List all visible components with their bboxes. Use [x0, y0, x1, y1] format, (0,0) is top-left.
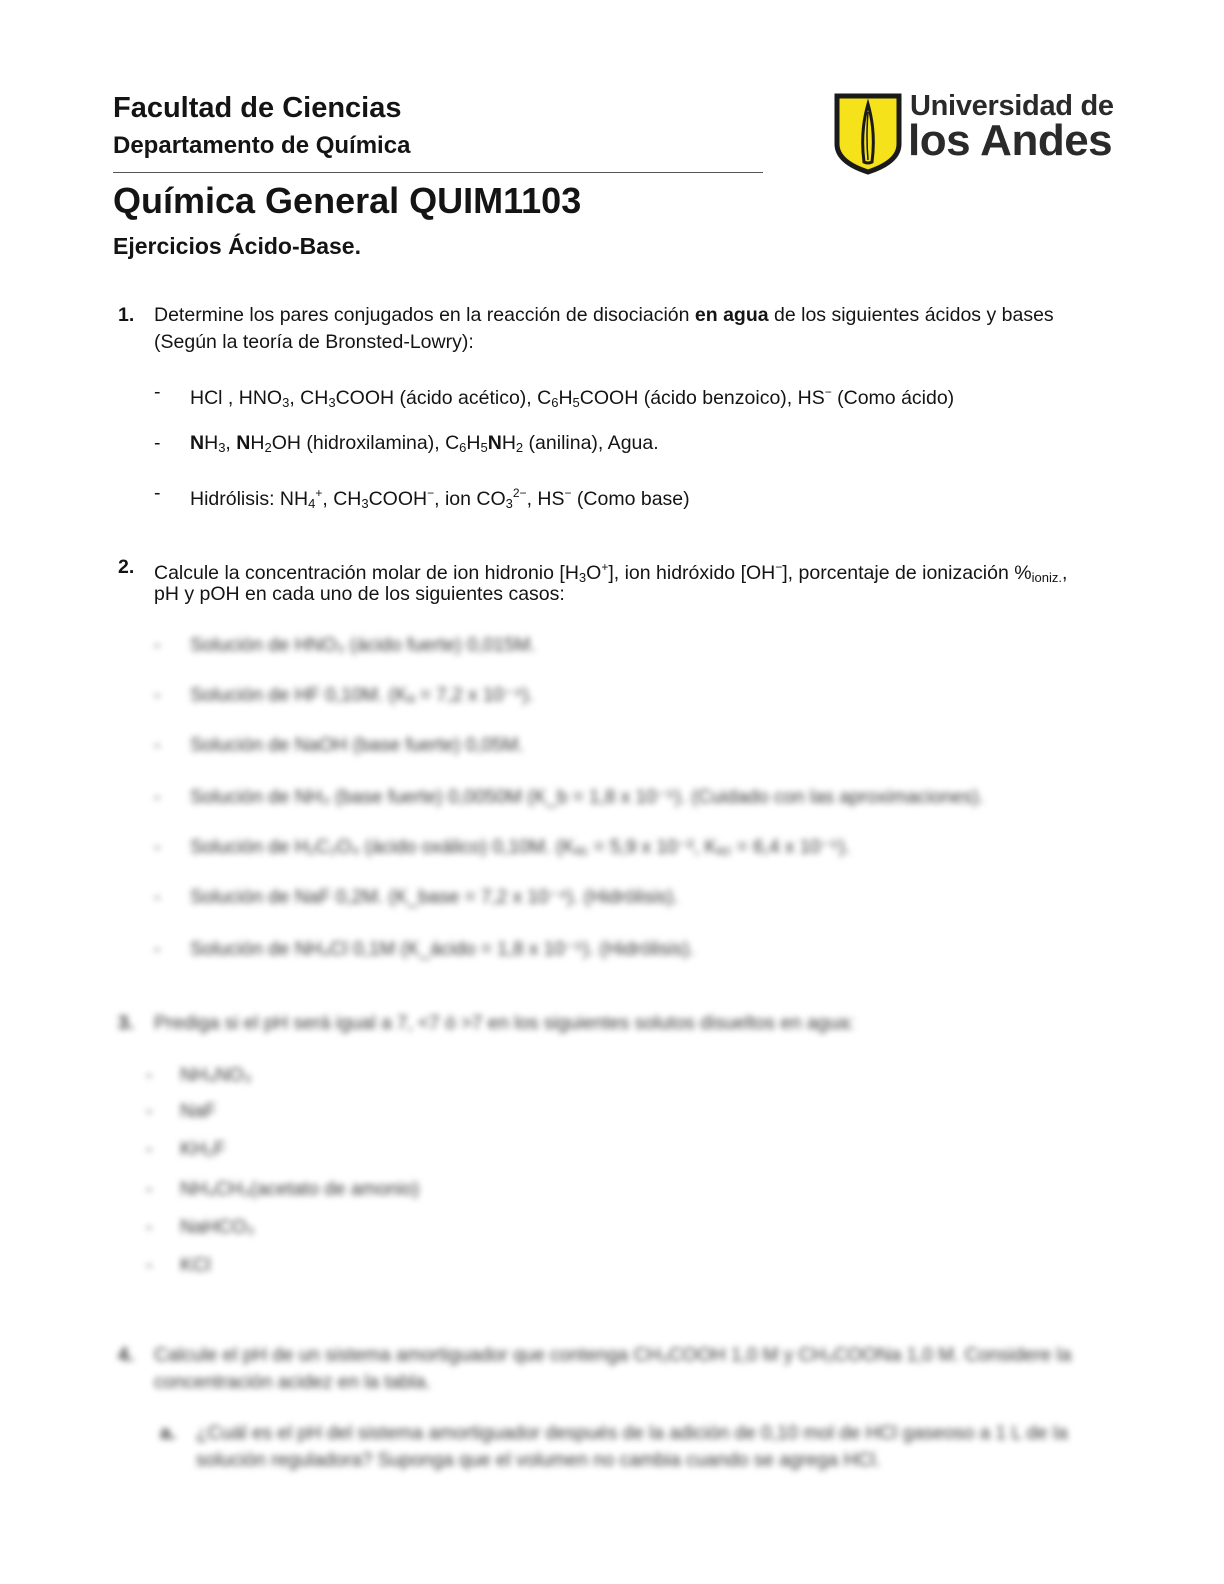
question-text-cutoff: pH y pOH en cada uno de los siguientes casos: — [154, 583, 565, 605]
question-text: Determine los pares conjugados en la reacción de disociación en agua de los siguientes ácidos y bases (Según la teoría de Bronsted-Lowry): — [154, 304, 1054, 353]
document-page: Facultad de Ciencias Departamento de Química Química General QUIM1103 Ejercicios Ácido-Base. Universidad de los Andes 1. Determine los pares conjugados en la reacción de disociación en agua de los siguientes ácidos y bases (Según la teoría de Bronsted-Lowry): - HCl , $HNO_3$, $CH_3COOH$ (ácido acético), $C_6H_5COOH$ (ácido benzoico), HS− (Como ácido) - $NH_3$, $NH_2OH$ (hidroxilamina), $C_6H_5NH_2$ (anilina), Agua. - Hidrólisis: $NH_4^+$, $CH_3COOH^-$, ion $CO_3^{2-}$, HS− (Como base) 2. Calcule la concentración molar de ion hidronio $[H_3O^+]$, ion hidróxido [OH−], porcentaje de ionización %ioniz., pH y pOH en cada uno de los siguientes casos: - Solución de HNO₃ (ácido fuerte) 0,015M. - Solución de HF 0,10M. (Kₐ = 7,2 x 10⁻⁴). - Solución de NaOH (base fuerte) 0,05M. - Solución de NH₃ (base fuerte) 0,0050M (K_b = 1,8 x 10⁻⁵). (Cuidado con las aproximaciones). - Solución de H₂C₂O₄ (ácido oxálico) 0,10M. (Kₐ₁ = 5,9 x 10⁻², Kₐ₂ = 6,4 x 10⁻⁵). - Solución de NaF 0,2M. (K_base = 7,2 x 10⁻⁴). (Hidrólisis). - Solución de NH₄Cl 0,1M (K_ácido = 1,8 x 10⁻⁵). (Hidrólisis). 3. Prediga si el pH será igual a 7, <7 ó >7 en los siguientes solutos disueltos en agua: - NH₄NO₃ - NaF - KH₂F - NH₄CH₃(acetato de amonio) - NaHCO₃ - KCl 4. Calcule el pH de un sistema amortiguador que contenga CH₃COOH 1,0 M y CH₃COONa 1,0 M. Considere la concentración acidez en la tabla. a. ¿Cuál es el pH del sistema amortiguador después de la adición de 0,10 mol de HCl gaseoso a 1 L de la solución reguladora? Suponga que el volumen no cambia cuando se agrega HCl. — [0, 0, 1224, 1584]
logo-text-line1: Universidad de — [910, 90, 1114, 122]
course-title: Química General QUIM1103 — [113, 180, 582, 221]
worksheet-subtitle: Ejercicios Ácido-Base. — [113, 233, 361, 259]
question-text: Calcule la concentración molar de ion hidronio $[H_3O^+]$, ion hidróxido [OH−], porcentaje de ionización %ioniz., — [154, 560, 1068, 585]
blurred-content: - Solución de HNO₃ (ácido fuerte) 0,015M. - Solución de HF 0,10M. (Kₐ = 7,2 x 10⁻⁴). - Solución de NaOH (base fuerte) 0,05M. - Solución de NH₃ (base fuerte) 0,0050M (K_b = 1,8 x 10⁻⁵). (Cuidado con las aproximaciones). - Solución de H₂C₂O₄ (ácido oxálico) 0,10M. (Kₐ₁ = 5,9 x 10⁻², Kₐ₂ = 6,4 x 10⁻⁵). - Solución de NaF 0,2M. (K_base = 7,2 x 10⁻⁴). (Hidrólisis). - Solución de NH₄Cl 0,1M (K_ácido = 1,8 x 10⁻⁵). (Hidrólisis). 3. Prediga si el pH será igual a 7, <7 ó >7 en los siguientes solutos disueltos en agua: - NH₄NO₃ - NaF - KH₂F - NH₄CH₃(acetato de amonio) - NaHCO₃ - KCl 4. Calcule el pH de un sistema amortiguador que contenga CH₃COOH 1,0 M y CH₃COONa 1,0 M. Considere la concentración acidez en la tabla. a. ¿Cuál es el pH del sistema amortiguador después de la adición de 0,10 mol de HCl gaseoso a 1 L de la solución reguladora? Suponga que el volumen no cambia cuando se agrega HCl. — [118, 635, 1072, 1471]
question-number: 1. — [118, 304, 135, 326]
logo-text-line2: los Andes — [908, 116, 1113, 165]
question-number: 2. — [118, 556, 135, 578]
department-title: Departamento de Química — [113, 132, 411, 159]
faculty-title: Facultad de Ciencias — [113, 92, 402, 124]
